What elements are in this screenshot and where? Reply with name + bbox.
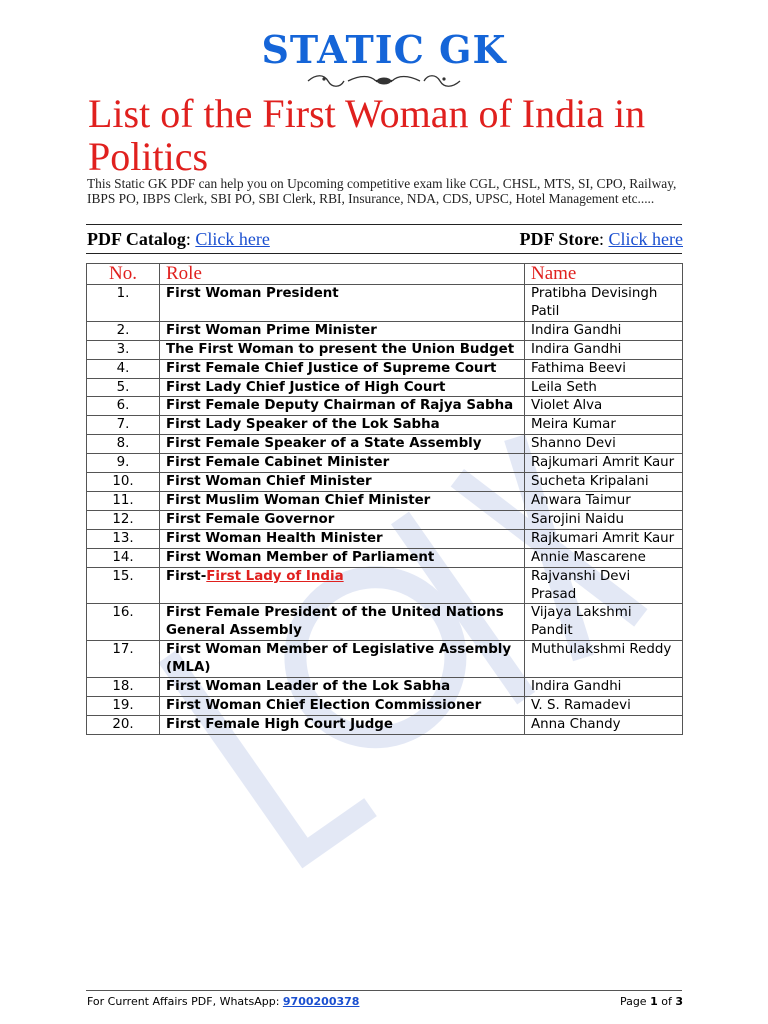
row-role bbox=[160, 567, 525, 604]
page-total: 3 bbox=[675, 995, 683, 1008]
row-no: 17. bbox=[87, 641, 160, 678]
row-name: V. S. Ramadevi bbox=[525, 696, 683, 715]
row-name: Indira Gandhi bbox=[525, 321, 683, 340]
row-name: Meira Kumar bbox=[525, 416, 683, 435]
row-role: First Woman Health Minister bbox=[160, 529, 525, 548]
table-row bbox=[87, 285, 683, 322]
row-role: First Woman Chief Minister bbox=[160, 473, 525, 492]
page-number bbox=[620, 994, 683, 1010]
row-role: First Female High Court Judge bbox=[160, 715, 525, 734]
row-name: Leila Seth bbox=[525, 378, 683, 397]
first-women-table bbox=[86, 263, 683, 735]
row-no: 12. bbox=[87, 510, 160, 529]
row-no: 16. bbox=[87, 604, 160, 641]
row-role: First Lady Speaker of the Lok Sabha bbox=[160, 416, 525, 435]
footer-divider bbox=[86, 990, 682, 991]
row-name: Violet Alva bbox=[525, 397, 683, 416]
table-row bbox=[87, 696, 683, 715]
row-role: First Woman Leader of the Lok Sabha bbox=[160, 678, 525, 697]
table-row bbox=[87, 529, 683, 548]
table-row bbox=[87, 454, 683, 473]
table-row bbox=[87, 340, 683, 359]
footer-text: For Current Affairs PDF, WhatsApp: bbox=[87, 995, 283, 1008]
header-no: No. bbox=[87, 264, 160, 285]
table-row bbox=[87, 715, 683, 734]
flourish-divider-icon bbox=[304, 72, 464, 90]
page-of: of bbox=[661, 995, 672, 1008]
row-no: 18. bbox=[87, 678, 160, 697]
store-separator: : bbox=[599, 229, 609, 249]
row-name: Indira Gandhi bbox=[525, 678, 683, 697]
row-no: 20. bbox=[87, 715, 160, 734]
row-role: The First Woman to present the Union Budget bbox=[160, 340, 525, 359]
row-name: Anna Chandy bbox=[525, 715, 683, 734]
row-no: 1. bbox=[87, 285, 160, 322]
row-name: Shanno Devi bbox=[525, 435, 683, 454]
first-lady-link[interactable]: First Lady of India bbox=[206, 568, 344, 584]
role-prefix: First- bbox=[166, 568, 207, 584]
row-role: First Female Deputy Chairman of Rajya Sabha bbox=[160, 397, 525, 416]
row-no: 19. bbox=[87, 696, 160, 715]
row-role: First Woman President bbox=[160, 285, 525, 322]
table-header-row bbox=[87, 264, 683, 285]
row-name: Sucheta Kripalani bbox=[525, 473, 683, 492]
header-role: Role bbox=[160, 264, 525, 285]
row-role: First Female Governor bbox=[160, 510, 525, 529]
page-current: 1 bbox=[650, 995, 658, 1008]
table-row bbox=[87, 359, 683, 378]
table-row bbox=[87, 510, 683, 529]
row-name: Rajvanshi Devi Prasad bbox=[525, 567, 683, 604]
pdf-store-label: PDF Store bbox=[519, 229, 599, 249]
pdf-catalog-group bbox=[87, 228, 270, 250]
row-role: First Female President of the United Nations General Assembly bbox=[160, 604, 525, 641]
intro-paragraph: This Static GK PDF can help you on Upcoming competitive exam like CGL, CHSL, MTS, SI, CPO, Railway, IBPS PO, IBPS Clerk, SBI PO, SBI Clerk, RBI, Insurance, NDA, CDS, UPSC, Hotel Management etc..... bbox=[87, 176, 677, 206]
row-name: Annie Mascarene bbox=[525, 548, 683, 567]
row-role: First Female Chief Justice of Supreme Court bbox=[160, 359, 525, 378]
row-role: First Muslim Woman Chief Minister bbox=[160, 491, 525, 510]
whatsapp-number-link[interactable]: 9700200378 bbox=[282, 995, 360, 1008]
row-role: First Woman Prime Minister bbox=[160, 321, 525, 340]
row-no: 14. bbox=[87, 548, 160, 567]
table-row bbox=[87, 473, 683, 492]
table-row bbox=[87, 567, 683, 604]
row-name: Fathima Beevi bbox=[525, 359, 683, 378]
row-name: Muthulakshmi Reddy bbox=[525, 641, 683, 678]
divider-top bbox=[86, 224, 682, 225]
row-no: 9. bbox=[87, 454, 160, 473]
pdf-store-group bbox=[520, 228, 683, 250]
page-title: List of the First Woman of India in Politics bbox=[88, 91, 646, 179]
table-row bbox=[87, 416, 683, 435]
footer-contact bbox=[87, 994, 359, 1010]
row-role: First Female Cabinet Minister bbox=[160, 454, 525, 473]
row-no: 11. bbox=[87, 491, 160, 510]
catalog-separator: : bbox=[185, 229, 196, 249]
row-role: First Female Speaker of a State Assembly bbox=[160, 435, 525, 454]
row-no: 2. bbox=[87, 321, 160, 340]
brand-title: STATIC GK bbox=[261, 27, 507, 72]
row-name: Rajkumari Amrit Kaur bbox=[525, 529, 683, 548]
row-name: Pratibha Devisingh Patil bbox=[525, 285, 683, 322]
row-no: 4. bbox=[87, 359, 160, 378]
row-no: 10. bbox=[87, 473, 160, 492]
page-footer bbox=[87, 994, 683, 1010]
row-role: First Woman Member of Parliament bbox=[160, 548, 525, 567]
pdf-catalog-label: PDF Catalog bbox=[87, 229, 186, 249]
row-name: Indira Gandhi bbox=[525, 340, 683, 359]
table-row bbox=[87, 435, 683, 454]
pdf-store-link[interactable]: Click here bbox=[608, 229, 683, 249]
table-row bbox=[87, 321, 683, 340]
row-no: 15. bbox=[87, 567, 160, 604]
row-no: 7. bbox=[87, 416, 160, 435]
header-name: Name bbox=[525, 264, 683, 285]
row-no: 6. bbox=[87, 397, 160, 416]
row-name: Rajkumari Amrit Kaur bbox=[525, 454, 683, 473]
table-row bbox=[87, 491, 683, 510]
row-no: 8. bbox=[87, 435, 160, 454]
table-row bbox=[87, 604, 683, 641]
pdf-catalog-link[interactable]: Click here bbox=[195, 229, 270, 249]
row-no: 5. bbox=[87, 378, 160, 397]
table-row bbox=[87, 378, 683, 397]
row-name: Anwara Taimur bbox=[525, 491, 683, 510]
page-word: Page bbox=[619, 995, 647, 1008]
pdf-links-bar bbox=[87, 228, 683, 250]
row-no: 13. bbox=[87, 529, 160, 548]
row-name: Vijaya Lakshmi Pandit bbox=[525, 604, 683, 641]
table-row bbox=[87, 548, 683, 567]
divider-bottom bbox=[86, 253, 682, 254]
table-row bbox=[87, 678, 683, 697]
row-role: First Woman Chief Election Commissioner bbox=[160, 696, 525, 715]
table-row bbox=[87, 641, 683, 678]
row-no: 3. bbox=[87, 340, 160, 359]
row-name: Sarojini Naidu bbox=[525, 510, 683, 529]
row-role: First Woman Member of Legislative Assembly (MLA) bbox=[160, 641, 525, 678]
row-role: First Lady Chief Justice of High Court bbox=[160, 378, 525, 397]
table-row bbox=[87, 397, 683, 416]
